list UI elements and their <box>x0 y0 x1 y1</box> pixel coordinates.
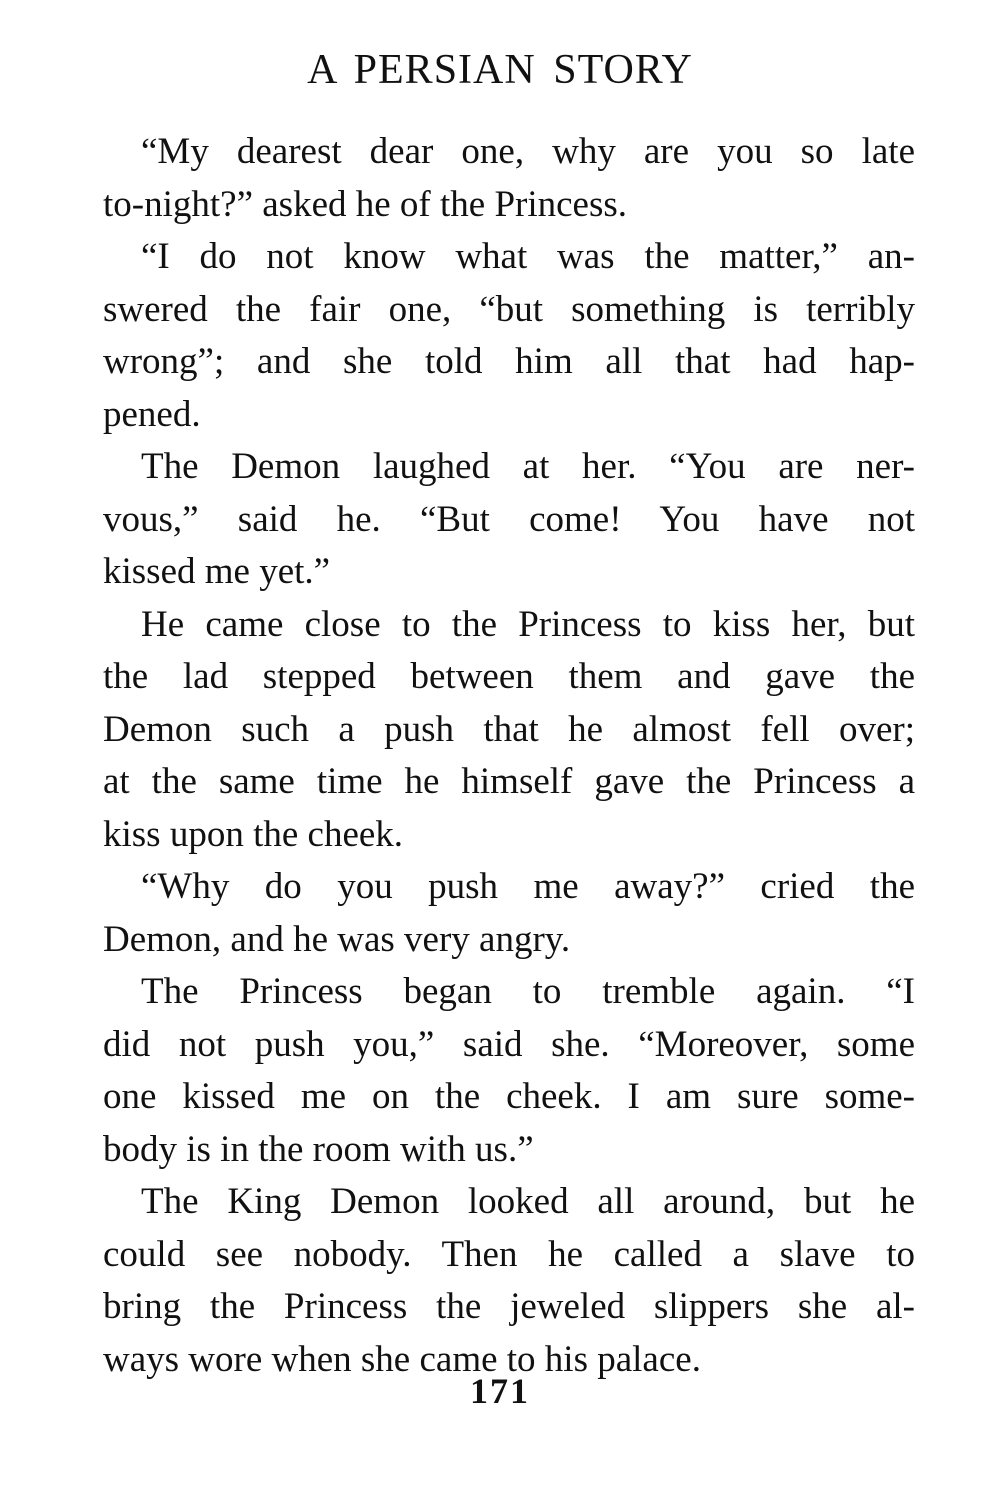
text-line: The King Demon looked all around, but he <box>141 1181 915 1222</box>
text-line: “I do not know what was the matter,” an- <box>141 236 915 277</box>
text-line: “My dearest dear one, why are you so late <box>141 131 915 172</box>
text-line: The Princess began to tremble again. “I <box>141 971 915 1012</box>
paragraph <box>103 231 915 441</box>
text-line: vous,” said he. “But come! You have not <box>103 498 915 540</box>
body-text <box>103 126 915 1386</box>
text-line: Demon, and he was very angry. <box>103 918 571 960</box>
text-line: to-night?” asked he of the Princess. <box>103 183 628 225</box>
paragraph <box>103 599 915 862</box>
paragraph <box>103 1176 915 1386</box>
text-line: one kissed me on the cheek. I am sure some- <box>103 1076 915 1117</box>
text-line: could see nobody. Then he called a slave to <box>103 1233 915 1275</box>
paragraph <box>103 126 915 231</box>
paragraph <box>103 441 915 599</box>
text-line: wrong”; and she told him all that had hap- <box>103 341 915 382</box>
paragraph <box>103 861 915 966</box>
text-line: the lad stepped between them and gave the <box>103 656 915 697</box>
paragraph <box>103 966 915 1176</box>
text-line: “Why do you push me away?” cried the <box>141 866 915 907</box>
text-line: kissed me yet.” <box>103 551 331 592</box>
text-line: did not push you,” said she. “Moreover, some <box>103 1023 915 1065</box>
text-line: He came close to the Princess to kiss her, but <box>141 603 915 645</box>
text-line: swered the fair one, “but something is terribly <box>103 288 915 330</box>
text-line: body is in the room with us.” <box>103 1128 534 1170</box>
text-line: at the same time he himself gave the Princess a <box>103 761 915 802</box>
text-line: kiss upon the cheek. <box>103 813 404 855</box>
text-line: bring the Princess the jeweled slippers she al- <box>103 1286 915 1327</box>
text-line: pened. <box>103 393 201 435</box>
running-head: A PERSIAN STORY <box>307 47 693 93</box>
text-line: The Demon laughed at her. “You are ner- <box>141 446 915 487</box>
text-line: ways wore when she came to his palace. <box>103 1338 701 1380</box>
text-line: Demon such a push that he almost fell over; <box>103 708 915 750</box>
page-number: 171 <box>470 1371 530 1411</box>
